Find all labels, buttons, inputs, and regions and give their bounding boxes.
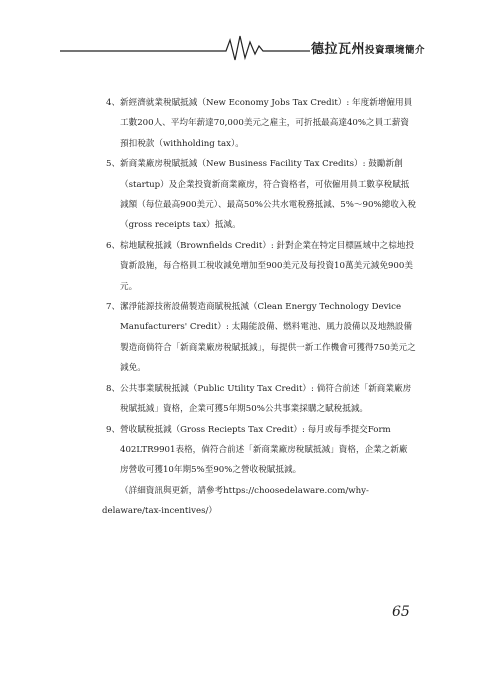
list-item	[106, 236, 416, 297]
item-number: 7、	[106, 302, 121, 313]
header-title-main: 德拉瓦州	[310, 42, 365, 57]
document-body	[102, 93, 416, 522]
header-title	[311, 38, 425, 57]
item-number: 4、	[106, 98, 121, 108]
list-item	[106, 297, 416, 379]
item-text: 潔淨能源技術設備製造商賦稅抵減（Clean Energy Technology Device Manufacturers' Credit）: 太陽能設備、燃料電池、風力設備以及地熱設備製造商倘符合「新商業廠房稅賦抵減」，每提供一新工作機會可獲得750美元之減免。	[120, 302, 416, 374]
list-item	[106, 93, 416, 154]
item-text: 新經濟就業稅賦抵減（New Economy Jobs Tax Credit）: 年度新增僱用員工數200人、平均年薪達70,000美元之雇主，可折抵最高達40%之員工薪資預扣稅款（withholding tax）。	[120, 98, 413, 149]
item-text: 棕地賦稅抵減（Brownfields Credit）: 針對企業在特定目標區域中之棕地投資新設施，每合格員工稅收減免增加至900美元及每投資10萬美元減免900美元。	[120, 240, 415, 292]
page-header	[60, 28, 425, 62]
item-number: 6、	[106, 240, 121, 251]
list-item	[106, 420, 416, 481]
item-text: 公共事業賦稅抵減（Public Utility Tax Credit）: 倘符合前述「新商業廠房稅賦抵減」資格，企業可獲5年期50%公共事業採購之賦稅抵減。	[120, 383, 412, 415]
header-title-sub: 投資環境簡介	[364, 45, 425, 56]
item-text: 營收賦稅抵減（Gross Reciepts Tax Credit）: 每月或每季提交Form 402LTR9901表格，倘符合前述「新商業廠房稅賦抵減」資格，企業之新廠房營收可獲10年期5%至90%之營收稅賦抵減。	[120, 424, 408, 476]
item-text: 新商業廠房稅賦抵減（New Business Facility Tax Credits）: 鼓勵新創（startup）及企業投資新商業廠房，符合資格者，可依僱用員工數享稅賦抵減額（每位最高900美元）、最高50%公共水電稅務抵減、5%～90%總收入稅（gross receipts tax）抵減。	[120, 159, 416, 231]
list-item	[106, 154, 416, 236]
item-number: 9、	[106, 424, 121, 435]
reference-note: （詳細資訊與更新，請參考https://choosedelaware.com/why-delaware/tax-incentives/）	[102, 485, 369, 517]
page-number: 65	[392, 604, 410, 620]
item-number: 5、	[106, 159, 121, 170]
list-item	[106, 379, 416, 420]
item-number: 8、	[106, 383, 121, 394]
